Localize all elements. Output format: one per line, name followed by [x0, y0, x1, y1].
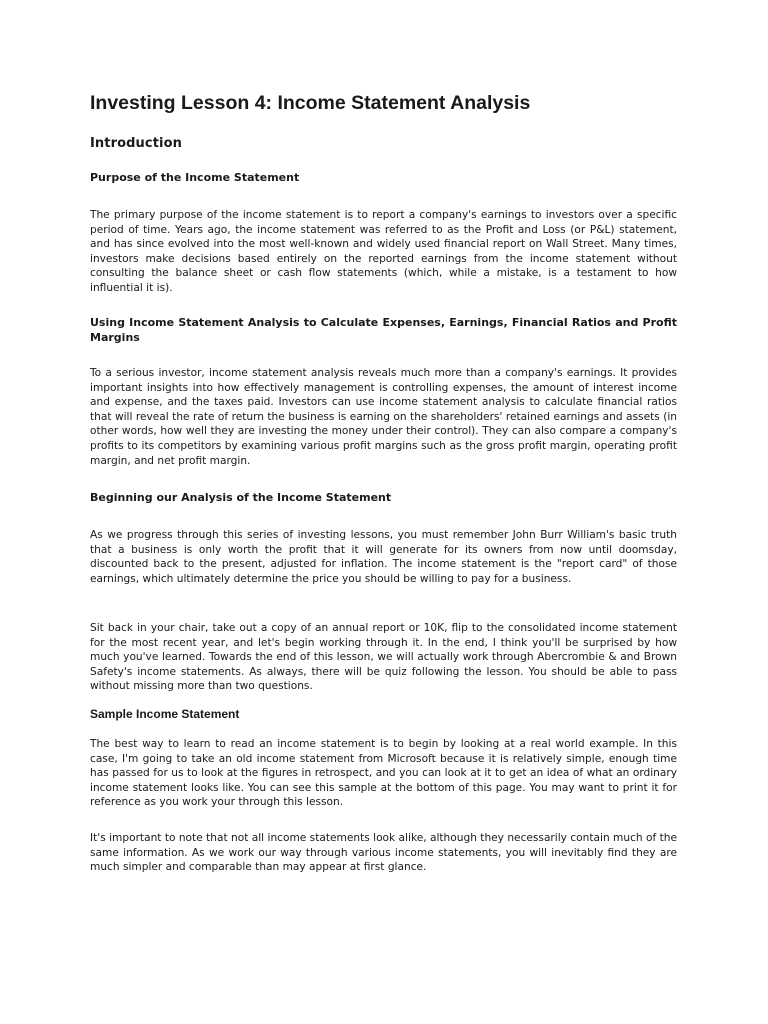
paragraph-beginning-2: Sit back in your chair, take out a copy of an annual report or 10K, flip to the consolidated income statement for the most recent year, and let's begin working through it. In the end, I think you'll be surprised by how much you've learned. Towards the end of this lesson, we will actually work through Abercrombie & and Brown Safety's income statements. As always, there will be quiz following the lesson. You should be able to pass without missing more than two questions.	[90, 622, 677, 693]
page-title: Investing Lesson 4: Income Statement Analysis	[90, 92, 531, 114]
section-heading-purpose: Purpose of the Income Statement	[90, 171, 300, 184]
paragraph-sample-2: It's important to note that not all income statements look alike, although they necessarily contain much of the same information. As we work our way through various income statements, you will inevitably find they are much simpler and comparable than may appear at first glance.	[90, 832, 677, 874]
paragraph-beginning-1: As we progress through this series of investing lessons, you must remember John Burr William's basic truth that a business is only worth the profit that it will generate for its owners from now until doomsday, discounted back to the present, adjusted for inflation. The income statement is the "report card" of those earnings, which ultimately determine the price you should be willing to pay for a business.	[90, 529, 677, 585]
paragraph-purpose: The primary purpose of the income statement is to report a company's earnings to investors over a specific period of time. Years ago, the income statement was referred to as the Profit and Loss (or P&L) statement, and has since evolved into the most well-known and widely used financial report on Wall Street. Many times, investors make decisions based entirely on the reported earnings from the income statement without consulting the balance sheet or cash flow statements (which, while a mistake, is a testament to how influential it is).	[90, 209, 677, 294]
paragraph-sample-1: The best way to learn to read an income statement is to begin by looking at a real world example. In this case, I'm going to take an old income statement from Microsoft because it is relatively simple, enough time has passed for us to look at the figures in retrospect, and you can look at it to get an idea of what an ordinary income statement looks like. You can see this sample at the bottom of this page. You may want to print it for reference as you work your through this lesson.	[90, 738, 677, 809]
section-heading-using-analysis: Using Income Statement Analysis to Calculate Expenses, Earnings, Financial Ratios and Profit Margins	[90, 316, 677, 344]
section-heading-beginning: Beginning our Analysis of the Income Statement	[90, 491, 392, 504]
section-heading-sample: Sample Income Statement	[90, 707, 240, 721]
paragraph-using-analysis: To a serious investor, income statement analysis reveals much more than a company's earnings. It provides important insights into how effectively management is controlling expenses, the amount of interest income and expense, and the taxes paid. Investors can use income statement analysis to calculate financial ratios that will reveal the rate of return the business is earning on the shareholders' retained earnings and assets (in other words, how well they are investing the money under their control). They can also compare a company's profits to its competitors by examining various profit margins such as the gross profit margin, operating profit margin, and net profit margin.	[90, 367, 677, 467]
introduction-heading: Introduction	[90, 136, 182, 151]
